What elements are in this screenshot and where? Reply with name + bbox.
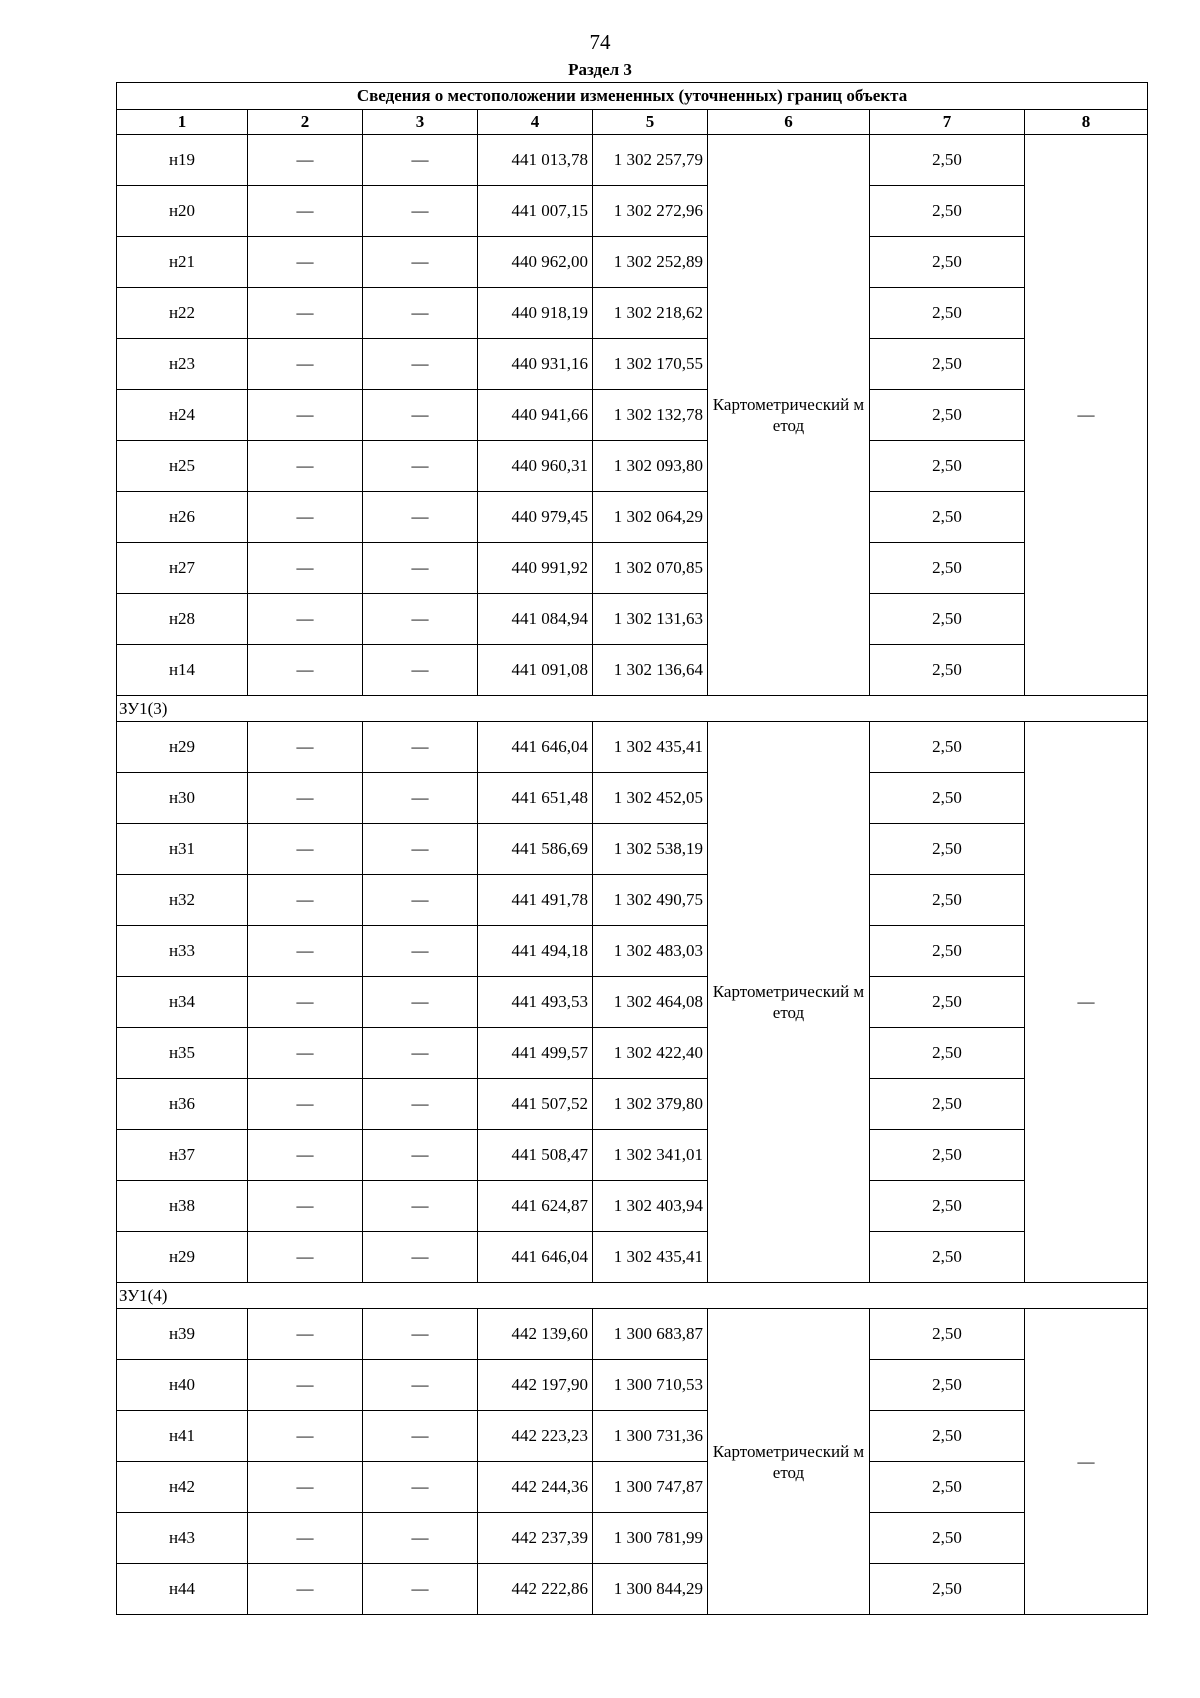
y-coordinate-cell: 1 302 170,55 <box>593 339 708 390</box>
accuracy-cell: 2,50 <box>870 773 1025 824</box>
y-coordinate-cell: 1 300 731,36 <box>593 1411 708 1462</box>
accuracy-cell: 2,50 <box>870 492 1025 543</box>
y-coordinate-cell: 1 302 218,62 <box>593 288 708 339</box>
x-coordinate-cell: 441 007,15 <box>478 186 593 237</box>
column-2-cell: — <box>248 237 363 288</box>
accuracy-cell: 2,50 <box>870 441 1025 492</box>
point-name-cell: н25 <box>117 441 248 492</box>
column-3-cell: — <box>363 594 478 645</box>
accuracy-cell: 2,50 <box>870 926 1025 977</box>
point-name-cell: н32 <box>117 875 248 926</box>
x-coordinate-cell: 440 962,00 <box>478 237 593 288</box>
table-row <box>117 773 1148 824</box>
accuracy-cell: 2,50 <box>870 543 1025 594</box>
table-row <box>117 722 1148 773</box>
accuracy-cell: 2,50 <box>870 237 1025 288</box>
table-row <box>117 645 1148 696</box>
accuracy-cell: 2,50 <box>870 135 1025 186</box>
point-name-cell: н19 <box>117 135 248 186</box>
page-number: 74 <box>589 30 611 54</box>
y-coordinate-cell: 1 300 781,99 <box>593 1513 708 1564</box>
table-row <box>117 288 1148 339</box>
table-row <box>117 1564 1148 1615</box>
point-name-cell: н38 <box>117 1181 248 1232</box>
accuracy-cell: 2,50 <box>870 824 1025 875</box>
column-3-cell: — <box>363 288 478 339</box>
section-title: Раздел 3 <box>568 60 632 79</box>
column-number: 4 <box>478 110 593 135</box>
y-coordinate-cell: 1 300 844,29 <box>593 1564 708 1615</box>
column-3-cell: — <box>363 1411 478 1462</box>
point-name-cell: н40 <box>117 1360 248 1411</box>
table-row <box>117 1181 1148 1232</box>
x-coordinate-cell: 440 991,92 <box>478 543 593 594</box>
group-label: ЗУ1(3) <box>117 696 1148 722</box>
column-2-cell: — <box>248 1130 363 1181</box>
column-3-cell: — <box>363 237 478 288</box>
point-name-cell: н22 <box>117 288 248 339</box>
column-2-cell: — <box>248 1564 363 1615</box>
point-name-cell: н27 <box>117 543 248 594</box>
column-2-cell: — <box>248 492 363 543</box>
method-cell <box>708 722 870 1283</box>
y-coordinate-cell: 1 302 490,75 <box>593 875 708 926</box>
point-name-cell: н31 <box>117 824 248 875</box>
column-2-cell: — <box>248 186 363 237</box>
column-2-cell: — <box>248 1462 363 1513</box>
x-coordinate-cell: 441 646,04 <box>478 722 593 773</box>
y-coordinate-cell: 1 302 379,80 <box>593 1079 708 1130</box>
table-row <box>117 1079 1148 1130</box>
column-3-cell: — <box>363 1232 478 1283</box>
column-2-cell: — <box>248 390 363 441</box>
column-2-cell: — <box>248 441 363 492</box>
column-3-cell: — <box>363 824 478 875</box>
point-name-cell: н14 <box>117 645 248 696</box>
y-coordinate-cell: 1 300 747,87 <box>593 1462 708 1513</box>
column-3-cell: — <box>363 339 478 390</box>
table-row <box>117 1130 1148 1181</box>
column-8-cell: — <box>1025 722 1148 1283</box>
point-name-cell: н26 <box>117 492 248 543</box>
accuracy-cell: 2,50 <box>870 1130 1025 1181</box>
column-3-cell: — <box>363 977 478 1028</box>
column-2-cell: — <box>248 875 363 926</box>
point-name-cell: н30 <box>117 773 248 824</box>
x-coordinate-cell: 442 244,36 <box>478 1462 593 1513</box>
accuracy-cell: 2,50 <box>870 594 1025 645</box>
accuracy-cell: 2,50 <box>870 1360 1025 1411</box>
point-name-cell: н44 <box>117 1564 248 1615</box>
point-name-cell: н36 <box>117 1079 248 1130</box>
column-3-cell: — <box>363 1028 478 1079</box>
accuracy-cell: 2,50 <box>870 390 1025 441</box>
table-caption: Сведения о местоположении измененных (уточненных) границ объекта <box>117 83 1148 110</box>
column-2-cell: — <box>248 288 363 339</box>
table-row <box>117 492 1148 543</box>
column-number-row <box>117 110 1148 135</box>
y-coordinate-cell: 1 300 683,87 <box>593 1309 708 1360</box>
group-label: ЗУ1(4) <box>117 1283 1148 1309</box>
y-coordinate-cell: 1 302 403,94 <box>593 1181 708 1232</box>
accuracy-cell: 2,50 <box>870 1462 1025 1513</box>
point-name-cell: н33 <box>117 926 248 977</box>
column-3-cell: — <box>363 1309 478 1360</box>
x-coordinate-cell: 441 491,78 <box>478 875 593 926</box>
table-row <box>117 1309 1148 1360</box>
accuracy-cell: 2,50 <box>870 186 1025 237</box>
accuracy-cell: 2,50 <box>870 977 1025 1028</box>
column-2-cell: — <box>248 1232 363 1283</box>
table-row <box>117 594 1148 645</box>
y-coordinate-cell: 1 302 070,85 <box>593 543 708 594</box>
method-text: Картометрический метод <box>712 982 865 1022</box>
column-3-cell: — <box>363 722 478 773</box>
column-3-cell: — <box>363 1564 478 1615</box>
x-coordinate-cell: 441 508,47 <box>478 1130 593 1181</box>
x-coordinate-cell: 442 197,90 <box>478 1360 593 1411</box>
accuracy-cell: 2,50 <box>870 1232 1025 1283</box>
column-2-cell: — <box>248 926 363 977</box>
table-row <box>117 1513 1148 1564</box>
column-3-cell: — <box>363 1513 478 1564</box>
table-body <box>117 83 1148 1615</box>
column-3-cell: — <box>363 926 478 977</box>
column-2-cell: — <box>248 1513 363 1564</box>
y-coordinate-cell: 1 302 093,80 <box>593 441 708 492</box>
table-row <box>117 1411 1148 1462</box>
x-coordinate-cell: 442 222,86 <box>478 1564 593 1615</box>
point-name-cell: н29 <box>117 1232 248 1283</box>
accuracy-cell: 2,50 <box>870 875 1025 926</box>
table-row <box>117 237 1148 288</box>
column-2-cell: — <box>248 1309 363 1360</box>
column-3-cell: — <box>363 1360 478 1411</box>
column-8-cell: — <box>1025 1309 1148 1615</box>
point-name-cell: н35 <box>117 1028 248 1079</box>
table-row <box>117 339 1148 390</box>
column-3-cell: — <box>363 543 478 594</box>
column-2-cell: — <box>248 645 363 696</box>
accuracy-cell: 2,50 <box>870 288 1025 339</box>
y-coordinate-cell: 1 302 272,96 <box>593 186 708 237</box>
x-coordinate-cell: 441 091,08 <box>478 645 593 696</box>
y-coordinate-cell: 1 302 435,41 <box>593 722 708 773</box>
accuracy-cell: 2,50 <box>870 1564 1025 1615</box>
x-coordinate-cell: 441 493,53 <box>478 977 593 1028</box>
y-coordinate-cell: 1 302 422,40 <box>593 1028 708 1079</box>
point-name-cell: н42 <box>117 1462 248 1513</box>
x-coordinate-cell: 442 237,39 <box>478 1513 593 1564</box>
table-row <box>117 1462 1148 1513</box>
table-row <box>117 135 1148 186</box>
method-text: Картометрический метод <box>712 1441 865 1482</box>
y-coordinate-cell: 1 302 131,63 <box>593 594 708 645</box>
column-2-cell: — <box>248 1411 363 1462</box>
column-3-cell: — <box>363 875 478 926</box>
column-2-cell: — <box>248 1181 363 1232</box>
point-name-cell: н20 <box>117 186 248 237</box>
boundary-coordinates-table <box>116 82 1148 1615</box>
table-caption-row <box>117 83 1148 110</box>
column-2-cell: — <box>248 977 363 1028</box>
column-2-cell: — <box>248 543 363 594</box>
table-row <box>117 390 1148 441</box>
table-row <box>117 1232 1148 1283</box>
y-coordinate-cell: 1 302 538,19 <box>593 824 708 875</box>
x-coordinate-cell: 440 918,19 <box>478 288 593 339</box>
column-2-cell: — <box>248 773 363 824</box>
column-number: 5 <box>593 110 708 135</box>
x-coordinate-cell: 441 624,87 <box>478 1181 593 1232</box>
column-3-cell: — <box>363 773 478 824</box>
column-2-cell: — <box>248 722 363 773</box>
table-row <box>117 186 1148 237</box>
column-3-cell: — <box>363 645 478 696</box>
table-row <box>117 441 1148 492</box>
y-coordinate-cell: 1 302 464,08 <box>593 977 708 1028</box>
point-name-cell: н24 <box>117 390 248 441</box>
y-coordinate-cell: 1 302 483,03 <box>593 926 708 977</box>
x-coordinate-cell: 441 646,04 <box>478 1232 593 1283</box>
y-coordinate-cell: 1 302 257,79 <box>593 135 708 186</box>
x-coordinate-cell: 442 139,60 <box>478 1309 593 1360</box>
x-coordinate-cell: 440 931,16 <box>478 339 593 390</box>
x-coordinate-cell: 441 494,18 <box>478 926 593 977</box>
point-name-cell: н43 <box>117 1513 248 1564</box>
column-number: 8 <box>1025 110 1148 135</box>
column-2-cell: — <box>248 1360 363 1411</box>
y-coordinate-cell: 1 302 252,89 <box>593 237 708 288</box>
accuracy-cell: 2,50 <box>870 645 1025 696</box>
column-3-cell: — <box>363 1462 478 1513</box>
y-coordinate-cell: 1 302 136,64 <box>593 645 708 696</box>
y-coordinate-cell: 1 302 341,01 <box>593 1130 708 1181</box>
x-coordinate-cell: 441 499,57 <box>478 1028 593 1079</box>
column-number: 1 <box>117 110 248 135</box>
accuracy-cell: 2,50 <box>870 339 1025 390</box>
y-coordinate-cell: 1 300 710,53 <box>593 1360 708 1411</box>
group-label-row <box>117 696 1148 722</box>
y-coordinate-cell: 1 302 452,05 <box>593 773 708 824</box>
column-3-cell: — <box>363 492 478 543</box>
y-coordinate-cell: 1 302 132,78 <box>593 390 708 441</box>
x-coordinate-cell: 441 084,94 <box>478 594 593 645</box>
table-row <box>117 1028 1148 1079</box>
column-3-cell: — <box>363 441 478 492</box>
accuracy-cell: 2,50 <box>870 1309 1025 1360</box>
column-3-cell: — <box>363 135 478 186</box>
method-cell <box>708 1309 870 1615</box>
y-coordinate-cell: 1 302 064,29 <box>593 492 708 543</box>
x-coordinate-cell: 441 013,78 <box>478 135 593 186</box>
column-2-cell: — <box>248 1028 363 1079</box>
column-2-cell: — <box>248 594 363 645</box>
accuracy-cell: 2,50 <box>870 722 1025 773</box>
accuracy-cell: 2,50 <box>870 1411 1025 1462</box>
table-row <box>117 977 1148 1028</box>
column-3-cell: — <box>363 390 478 441</box>
x-coordinate-cell: 441 586,69 <box>478 824 593 875</box>
point-name-cell: н23 <box>117 339 248 390</box>
column-number: 2 <box>248 110 363 135</box>
column-2-cell: — <box>248 339 363 390</box>
column-number: 3 <box>363 110 478 135</box>
accuracy-cell: 2,50 <box>870 1513 1025 1564</box>
table-row <box>117 875 1148 926</box>
x-coordinate-cell: 441 507,52 <box>478 1079 593 1130</box>
x-coordinate-cell: 440 941,66 <box>478 390 593 441</box>
point-name-cell: н21 <box>117 237 248 288</box>
table-row <box>117 926 1148 977</box>
y-coordinate-cell: 1 302 435,41 <box>593 1232 708 1283</box>
column-2-cell: — <box>248 1079 363 1130</box>
accuracy-cell: 2,50 <box>870 1079 1025 1130</box>
column-3-cell: — <box>363 186 478 237</box>
x-coordinate-cell: 442 223,23 <box>478 1411 593 1462</box>
point-name-cell: н29 <box>117 722 248 773</box>
column-3-cell: — <box>363 1181 478 1232</box>
column-3-cell: — <box>363 1079 478 1130</box>
table-row <box>117 1360 1148 1411</box>
point-name-cell: н37 <box>117 1130 248 1181</box>
point-name-cell: н39 <box>117 1309 248 1360</box>
x-coordinate-cell: 440 979,45 <box>478 492 593 543</box>
point-name-cell: н34 <box>117 977 248 1028</box>
x-coordinate-cell: 440 960,31 <box>478 441 593 492</box>
group-label-row <box>117 1283 1148 1309</box>
column-2-cell: — <box>248 824 363 875</box>
accuracy-cell: 2,50 <box>870 1028 1025 1079</box>
column-number: 7 <box>870 110 1025 135</box>
column-3-cell: — <box>363 1130 478 1181</box>
point-name-cell: н41 <box>117 1411 248 1462</box>
table-row <box>117 824 1148 875</box>
table-row <box>117 543 1148 594</box>
column-8-cell: — <box>1025 135 1148 696</box>
accuracy-cell: 2,50 <box>870 1181 1025 1232</box>
column-2-cell: — <box>248 135 363 186</box>
x-coordinate-cell: 441 651,48 <box>478 773 593 824</box>
method-text: Картометрический метод <box>712 395 865 435</box>
column-number: 6 <box>708 110 870 135</box>
method-cell <box>708 135 870 696</box>
point-name-cell: н28 <box>117 594 248 645</box>
